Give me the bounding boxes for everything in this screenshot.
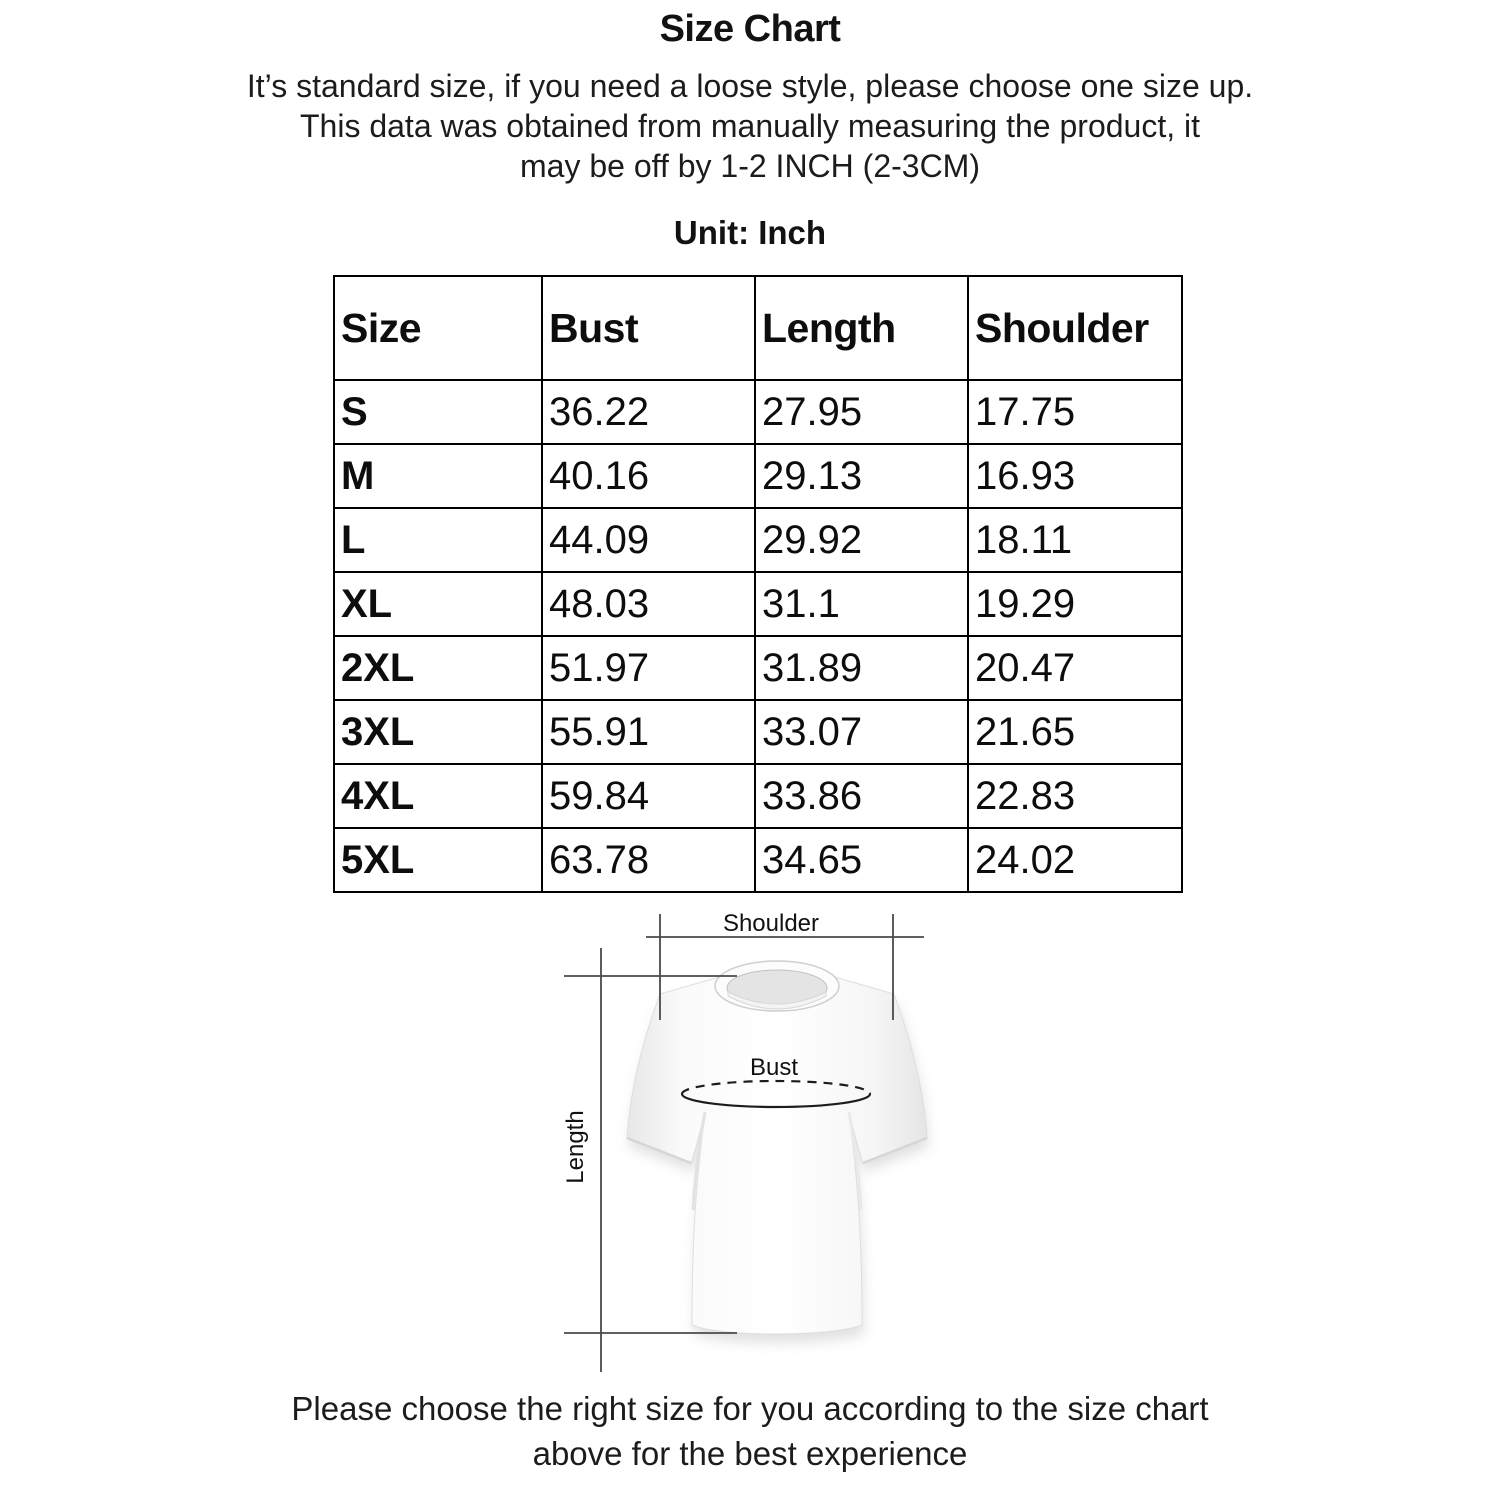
footer-note [0,1386,1500,1476]
bust-measure-label: Bust [749,1054,799,1081]
column-header-shoulder: Shoulder [968,276,1182,380]
length-value: 29.13 [755,444,968,508]
bust-value: 51.97 [542,636,755,700]
shoulder-value: 17.75 [968,380,1182,444]
table-row [334,828,1182,892]
table-row [334,444,1182,508]
description-line: may be off by 1-2 INCH (2-3CM) [520,148,980,184]
column-header-size: Size [334,276,542,380]
footer-line: above for the best experience [532,1435,968,1472]
tshirt-measurement-diagram [540,900,980,1390]
length-value: 34.65 [755,828,968,892]
table-row [334,572,1182,636]
table-row [334,700,1182,764]
table-row [334,508,1182,572]
shoulder-measure-label: Shoulder [722,910,820,937]
bust-value: 48.03 [542,572,755,636]
bust-value: 40.16 [542,444,755,508]
bust-value: 63.78 [542,828,755,892]
column-header-bust: Bust [542,276,755,380]
description-line: This data was obtained from manually measuring the product, it [299,108,1200,144]
shoulder-value: 18.11 [968,508,1182,572]
bust-value: 59.84 [542,764,755,828]
size-label: 2XL [334,636,542,700]
column-header-length: Length [755,276,968,380]
length-value: 27.95 [755,380,968,444]
length-value: 31.89 [755,636,968,700]
size-label: S [334,380,542,444]
tshirt-graphic [627,969,927,1334]
page-title: Size Chart [659,8,841,50]
table-row [334,636,1182,700]
size-label: 3XL [334,700,542,764]
length-value: 33.86 [755,764,968,828]
unit-label: Unit: Inch [673,214,827,251]
description [0,66,1500,186]
length-value: 33.07 [755,700,968,764]
table-row [334,380,1182,444]
table-header-row [334,276,1182,380]
size-label: M [334,444,542,508]
footer-line: Please choose the right size for you according to the size chart [291,1390,1209,1427]
shoulder-value: 20.47 [968,636,1182,700]
shoulder-value: 19.29 [968,572,1182,636]
length-value: 31.1 [755,572,968,636]
size-label: L [334,508,542,572]
bust-value: 55.91 [542,700,755,764]
table-row [334,764,1182,828]
size-label: XL [334,572,542,636]
length-measure-label: Length [562,1110,589,1184]
description-line: It’s standard size, if you need a loose style, please choose one size up. [246,68,1254,104]
shoulder-value: 22.83 [968,764,1182,828]
bust-value: 44.09 [542,508,755,572]
shoulder-value: 24.02 [968,828,1182,892]
bust-value: 36.22 [542,380,755,444]
shoulder-value: 21.65 [968,700,1182,764]
length-value: 29.92 [755,508,968,572]
size-label: 4XL [334,764,542,828]
size-label: 5XL [334,828,542,892]
shoulder-value: 16.93 [968,444,1182,508]
size-table [333,275,1183,893]
